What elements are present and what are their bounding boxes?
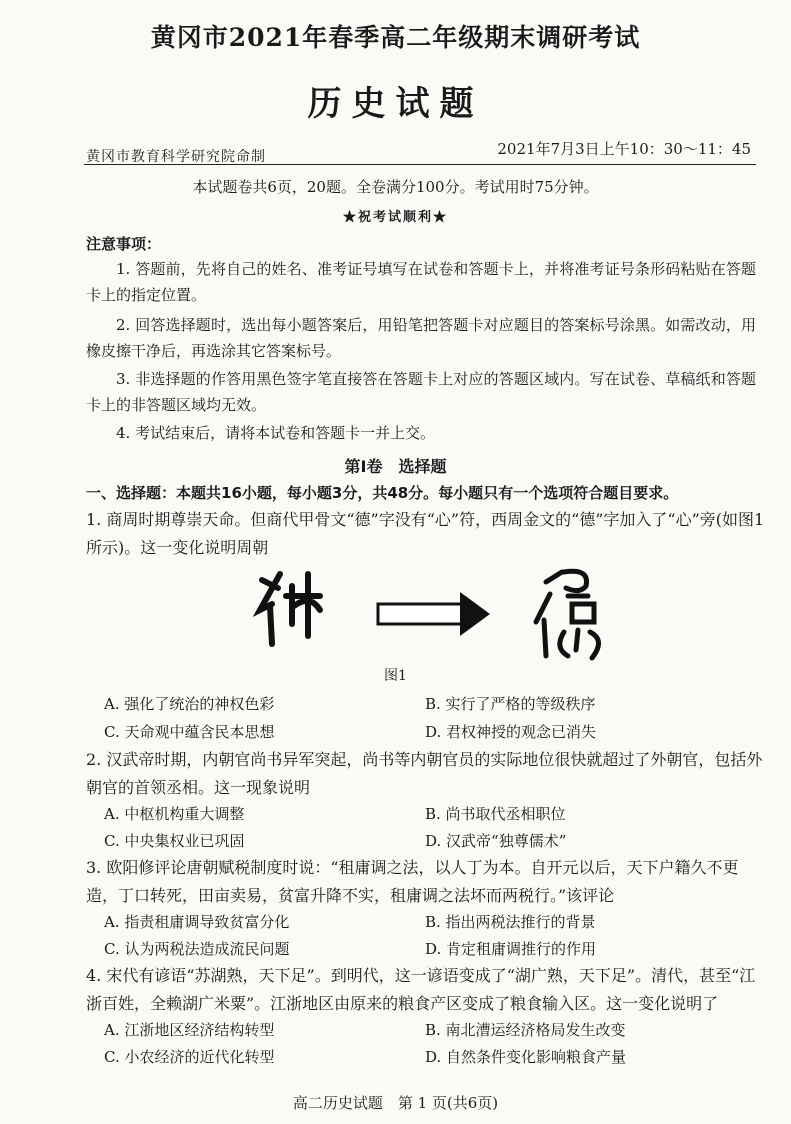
option: B. 指出两税法推行的背景 [425,913,596,931]
page-footer: 高二历史试题 第 1 页(共6页) [292,1094,499,1112]
oracle-bone-de-glyph [260,574,320,644]
option: A. 中枢机构重大调整 [104,805,245,823]
option: C. 认为两税法造成流民问题 [104,940,290,958]
option: D. 汉武帝“独尊儒术” [425,832,567,850]
question-stem: 2. 汉武帝时期，内朝官尚书异军突起，尚书等内朝官员的实际地位很快就超过了外朝官，包括外朝官的首领丞相。这一现象说明 [86,750,763,797]
note-item: 3. 非选择题的作答用黑色签字笔直接答在答题卡上对应的答题区域内。写在试卷、草稿纸和答题卡上的非答题区域均无效。 [86,370,756,414]
option: D. 君权神授的观念已消失 [425,723,597,741]
option: C. 小农经济的近代化转型 [104,1048,275,1066]
option: D. 肯定租庸调推行的作用 [425,940,597,958]
option: A. 江浙地区经济结构转型 [104,1021,275,1039]
option: B. 南北漕运经济格局发生改变 [425,1021,626,1039]
de-character-figure [250,566,620,666]
note-item: 4. 考试结束后，请将本试卷和答题卡一并上交。 [116,424,436,442]
option: B. 尚书取代丞相职位 [425,805,566,823]
notes-title: 注意事项： [86,235,162,253]
question-stem: 3. 欧阳修评论唐朝赋税制度时说：“租庸调之法，以人丁为本。自开元以后，天下户籍久不更造，丁口转死，田亩卖易，贫富升降不实，租庸调之法坏而两税行。”该评论 [86,858,739,905]
option: D. 自然条件变化影响粮食产量 [425,1048,627,1066]
figure-caption: 图1 [384,668,407,684]
transition-arrow-icon [378,592,490,636]
question-stem: 1. 商周时期尊崇天命。但商代甲骨文“德”字没有“心”符，西周金文的“德”字加入了“心”旁(如图1所示)。这一变化说明周朝 [86,510,765,557]
exam-summary: 本试题卷共6页，20题。全卷满分100分。考试用时75分钟。 [192,178,599,196]
exam-datetime: 2021年7月3日上午10：30～11：45 [497,140,751,158]
option: A. 强化了统治的神权色彩 [104,695,275,713]
exam-title: 黄冈市2021年春季高二年级期末调研考试 [150,23,641,52]
section-title: 第Ⅰ卷 选择题 [344,457,447,476]
option: C. 天命观中蕴含民本思想 [104,723,275,741]
bronze-de-glyph [536,571,599,658]
issuer: 黄冈市教育科学研究院命制 [86,149,266,165]
section-intro: 一、选择题：本题共16小题，每小题3分，共48分。每小题只有一个选项符合题目要求。 [86,484,679,502]
option: A. 指责租庸调导致贫富分化 [104,913,290,931]
note-item: 1. 答题前，先将自己的姓名、准考证号填写在试卷和答题卡上，并将准考证号条形码粘贴在答题卡上的指定位置。 [86,260,756,304]
option: C. 中央集权业已巩固 [104,832,245,850]
question-stem: 4. 宋代有谚语“苏湖熟，天下足”。到明代，这一谚语变成了“湖广熟，天下足”。清代，甚至“江浙百姓，全赖湖广米粟”。江浙地区由原来的粮食产区变成了粮食输入区。这一变化说明了 [86,966,756,1013]
header-divider [84,164,756,165]
note-item: 2. 回答选择题时，选出每小题答案后，用铅笔把答题卡对应题目的答案标号涂黑。如需改动，用橡皮擦干净后，再选涂其它答案标号。 [86,316,756,360]
option: B. 实行了严格的等级秩序 [425,695,596,713]
subject-title: 历史试题 [307,84,484,124]
good-luck-note: ★祝考试顺利★ [342,210,448,225]
